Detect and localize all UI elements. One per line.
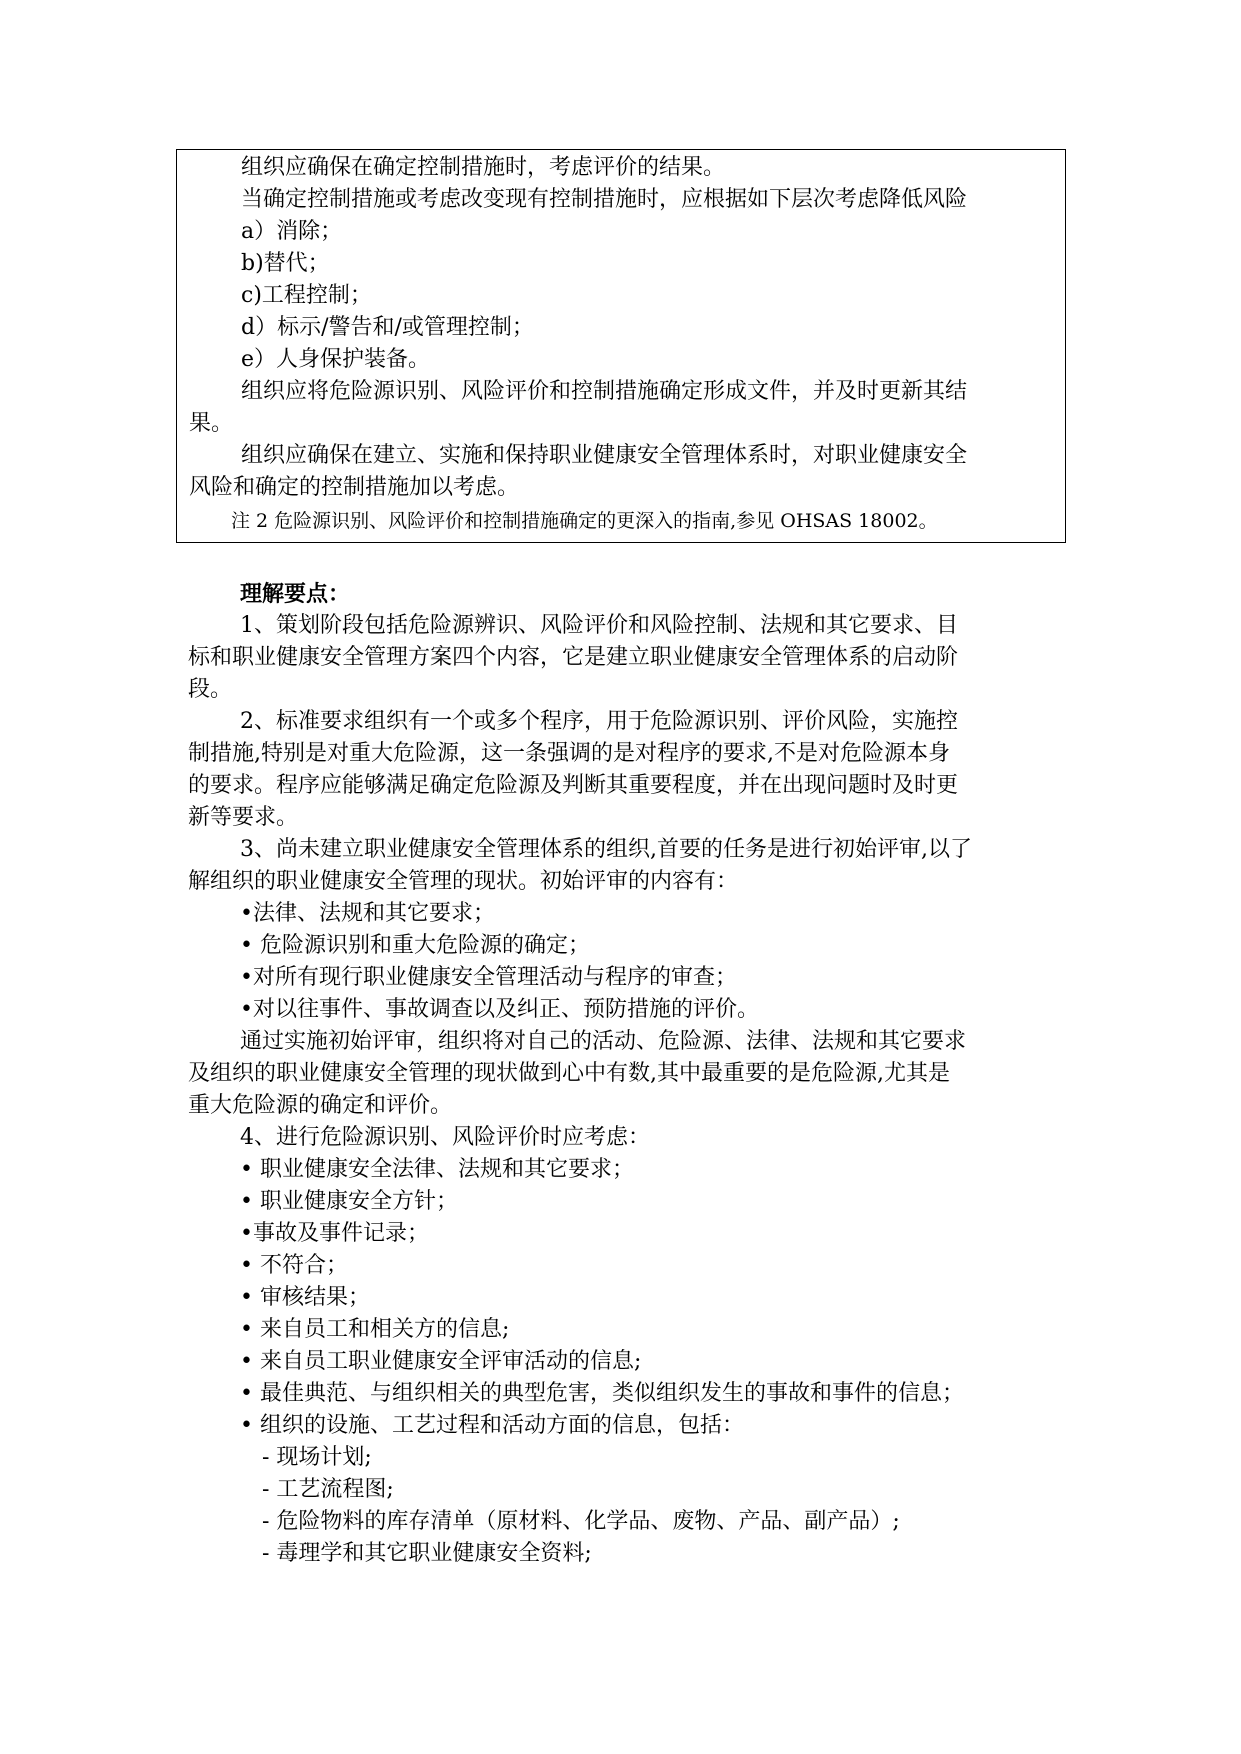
box-line: 组织应确保在确定控制措施时，考虑评价的结果。	[241, 155, 726, 180]
list-item: • 不符合；	[240, 1253, 348, 1278]
body-line: 4、进行危险源识别、风险评价时应考虑：	[240, 1125, 650, 1150]
box-line: e）人身保护装备。	[241, 347, 431, 372]
body-line: 制措施,特别是对重大危险源，这一条强调的是对程序的要求,不是对危险源本身	[188, 741, 950, 766]
list-item: • 危险源识别和重大危险源的确定；	[240, 933, 590, 958]
body-line: 重大危险源的确定和评价。	[188, 1093, 453, 1118]
sub-list-item: - 毒理学和其它职业健康安全资料;	[262, 1541, 592, 1566]
body-line: 的要求。程序应能够满足确定危险源及判断其重要程度，并在出现问题时及时更	[188, 773, 959, 798]
box-line: 果。	[189, 411, 234, 436]
body-line: 3、尚未建立职业健康安全管理体系的组织,首要的任务是进行初始评审,以了	[240, 837, 972, 862]
sub-list-item: - 危险物料的库存清单（原材料、化学品、废物、产品、副产品）;	[262, 1509, 900, 1534]
list-item: •对以往事件、事故调查以及纠正、预防措施的评价。	[240, 997, 759, 1022]
section-heading: 理解要点：	[240, 581, 351, 607]
box-note: 注 2 危险源识别、风险评价和控制措施确定的更深入的指南,参见 OHSAS 18002。	[231, 510, 938, 532]
requirements-box	[176, 149, 1066, 543]
body-line: 解组织的职业健康安全管理的现状。初始评审的内容有：	[188, 869, 739, 894]
box-line: a）消除；	[241, 219, 343, 244]
list-item: •对所有现行职业健康安全管理活动与程序的审查；	[240, 965, 737, 990]
box-line: d）标示/警告和/或管理控制；	[241, 315, 534, 340]
list-item: • 来自员工和相关方的信息;	[240, 1317, 510, 1342]
body-line: 段。	[188, 677, 233, 702]
list-item: •事故及事件记录；	[240, 1221, 429, 1246]
list-item: • 审核结果；	[240, 1285, 370, 1310]
box-line: 组织应将危险源识别、风险评价和控制措施确定形成文件，并及时更新其结	[241, 379, 968, 404]
body-line: 1、策划阶段包括危险源辨识、风险评价和风险控制、法规和其它要求、目	[240, 613, 958, 638]
sub-list-item: - 现场计划;	[262, 1445, 372, 1470]
list-item: • 职业健康安全方针；	[240, 1189, 458, 1214]
body-line: 及组织的职业健康安全管理的现状做到心中有数,其中最重要的是危险源,尤其是	[188, 1061, 950, 1086]
body-line: 通过实施初始评审，组织将对自己的活动、危险源、法律、法规和其它要求	[240, 1029, 967, 1054]
box-line: 风险和确定的控制措施加以考虑。	[189, 475, 520, 500]
list-item: • 职业健康安全法律、法规和其它要求；	[240, 1157, 634, 1182]
body-line: 新等要求。	[188, 805, 299, 830]
sub-list-item: - 工艺流程图;	[262, 1477, 394, 1502]
list-item: • 组织的设施、工艺过程和活动方面的信息，包括：	[240, 1413, 744, 1438]
list-item: • 来自员工职业健康安全评审活动的信息;	[240, 1349, 642, 1374]
list-item: •法律、法规和其它要求；	[240, 901, 495, 926]
body-line: 2、标准要求组织有一个或多个程序，用于危险源识别、评价风险，实施控	[240, 709, 958, 734]
box-line: c)工程控制；	[241, 283, 372, 308]
body-line: 标和职业健康安全管理方案四个内容，它是建立职业健康安全管理体系的启动阶	[188, 645, 959, 670]
list-item: • 最佳典范、与组织相关的典型危害，类似组织发生的事故和事件的信息；	[240, 1381, 964, 1406]
box-line: b)替代；	[241, 251, 330, 276]
box-line: 当确定控制措施或考虑改变现有控制措施时，应根据如下层次考虑降低风险	[241, 187, 968, 212]
box-line: 组织应确保在建立、实施和保持职业健康安全管理体系时，对职业健康安全	[241, 443, 968, 468]
